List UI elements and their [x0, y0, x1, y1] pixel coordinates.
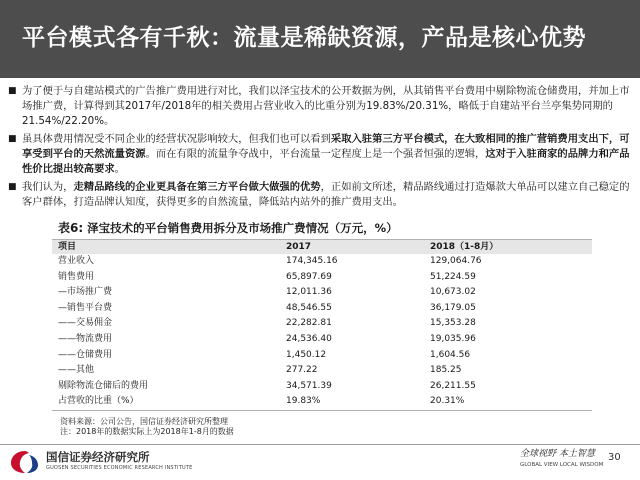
source-note — [60, 417, 234, 437]
table-body — [52, 254, 592, 410]
cell-2017: 34,571.39 — [286, 380, 332, 391]
table-row — [52, 394, 592, 410]
bullet-highlight: 采取入驻第三方平台模式，在大致相同的推广营销费用支出下，可享受到平台的天然流量资源 — [22, 133, 630, 160]
cell-2018: 36,179.05 — [430, 302, 476, 313]
cell-2018: 51,224.59 — [430, 271, 476, 282]
cell-item: 剔除物流仓储后的费用 — [58, 380, 149, 391]
bullet-square-icon: ■ — [8, 182, 17, 192]
cell-2017: 277.22 — [286, 365, 318, 376]
bullet-item-3 — [8, 180, 632, 210]
cell-2017: 48,546.55 — [286, 302, 332, 313]
bullet-square-icon: ■ — [8, 134, 17, 144]
cell-item: ——物流费用 — [58, 333, 113, 344]
table-caption — [52, 220, 592, 236]
bullet-text-pre: 我们认为， — [22, 181, 74, 193]
cell-2018: 10,673.02 — [430, 287, 476, 298]
cell-2018: 26,211.55 — [430, 380, 476, 391]
cell-2018: 15,353.28 — [430, 318, 476, 329]
org-name-en: GUOSEN SECURITIES ECONOMIC RESEARCH INSTITUTE — [46, 465, 193, 471]
guosen-logo-icon — [8, 449, 42, 475]
cell-2018: 185.25 — [430, 365, 462, 376]
table-number: 表6: — [58, 221, 84, 235]
page-title: 平台模式各有千秋：流量是稀缺资源，产品是核心优势 — [22, 25, 586, 51]
cell-2017: 12,011.36 — [286, 287, 332, 298]
title-banner — [0, 0, 640, 78]
cell-2018: 129,064.76 — [430, 256, 482, 266]
bullet-text-post: 。 — [114, 163, 125, 175]
table-row — [52, 348, 592, 364]
cell-item: ——仓储费用 — [58, 349, 113, 360]
cell-item: —销售平台费 — [58, 302, 113, 313]
cell-item: 营业收入 — [58, 256, 95, 266]
slogan: 全球视野 本土智慧 — [520, 449, 595, 459]
table-row — [52, 332, 592, 348]
bullet-text-mid: 。而在有限的流量争夺战中，平台流量一定程度上是一个强者恒强的逻辑， — [145, 148, 486, 160]
cell-2018: 20.31% — [424, 394, 592, 410]
table-row — [52, 316, 592, 332]
table-row — [52, 254, 592, 270]
footer-divider — [0, 444, 640, 445]
cell-2017: 174,345.16 — [286, 256, 338, 266]
column-header-item: 项目 — [52, 240, 280, 255]
bullet-list — [8, 84, 632, 213]
cell-2017: 19.83% — [280, 394, 424, 410]
table-row — [52, 379, 592, 395]
bullet-highlight: 走精品路线的企业更具备在第三方平台做大做强的优势 — [73, 181, 321, 193]
bullet-text-post: ，正如前文所述，精品路线通过打造爆款大单品可以建立自己稳定的客户群体，打造品牌认知度，获得更多的自然流量，降低站内站外的推广费用支出。 — [22, 181, 630, 208]
table-header-row — [52, 240, 592, 255]
org-name: 国信证券经济研究所 — [46, 450, 150, 464]
cell-item: ——其他 — [58, 365, 95, 376]
bullet-item-2 — [8, 132, 632, 177]
cell-2018: 19,035.96 — [430, 333, 476, 344]
cell-item: —市场推广费 — [58, 287, 113, 298]
footnote-line: 注：2018年的数据实际上为2018年1-8月的数据 — [60, 427, 234, 436]
cell-2017: 22,282.81 — [286, 318, 332, 329]
bullet-text-pre: 虽具体费用情况受不同企业的经营状况影响较大，但我们也可以看到 — [22, 133, 331, 145]
cell-2017: 24,536.40 — [286, 333, 332, 344]
cell-2017: 1,450.12 — [286, 349, 327, 360]
cell-2018: 1,604.56 — [430, 349, 471, 360]
bullet-text: 为了便于与自建站模式的广告推广费用进行对比，我们以泽宝技术的公开数据为例，从其销售平台费用中剔除物流仓储费用，并加上市场推广费，计算得到其2017年/2018年的相关费用占营业收入的比重分别为19.83%/20.31%，略低于自建站平台兰亭集势同期的21.54%/22.20%。 — [22, 85, 630, 127]
table-row — [52, 270, 592, 286]
column-header-2018: 2018（1-8月） — [424, 240, 592, 255]
bullet-highlight: 这对于入驻商家的品牌力和产品性价比提出较高要求 — [22, 148, 630, 175]
bullet-square-icon: ■ — [8, 86, 17, 96]
page-number: 30 — [608, 452, 621, 463]
slogan-en: GLOBAL VIEW LOCAL WISDOM — [520, 462, 604, 468]
cell-item: 销售费用 — [58, 271, 95, 282]
expense-table-section — [52, 220, 592, 411]
table-title: 泽宝技术的平台销售费用拆分及市场推广费情况（万元，%） — [87, 221, 398, 235]
table-row — [52, 301, 592, 317]
column-header-2017: 2017 — [280, 240, 424, 255]
cell-item: ——交易佣金 — [58, 318, 113, 329]
bullet-item-1 — [8, 84, 632, 129]
table-row — [52, 363, 592, 379]
cell-2017: 65,897.69 — [286, 271, 332, 282]
table-row — [52, 285, 592, 301]
expense-table — [52, 239, 592, 411]
cell-item: 占营收的比重（%） — [52, 394, 280, 410]
source-line: 资料来源：公司公告，国信证券经济研究所整理 — [60, 417, 228, 426]
